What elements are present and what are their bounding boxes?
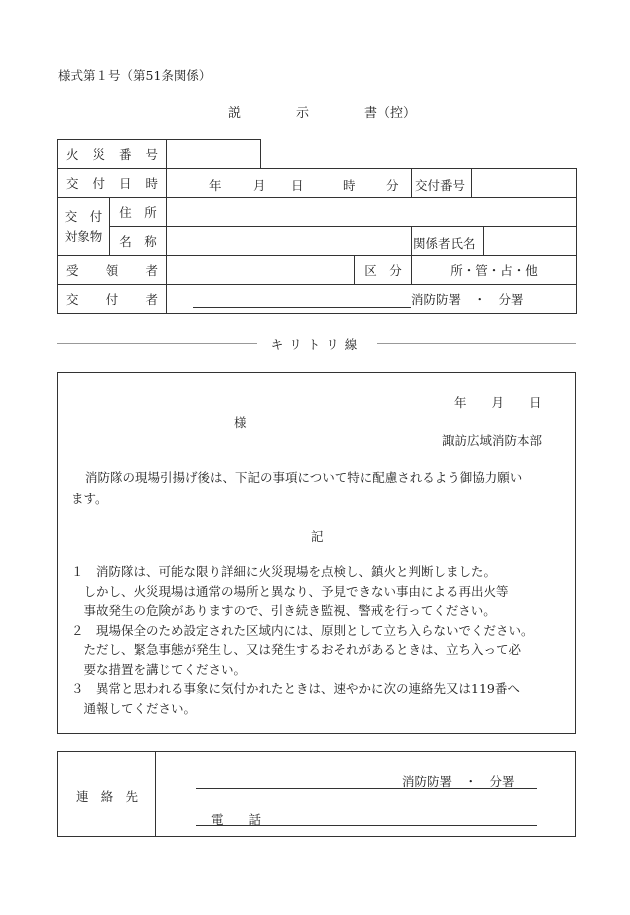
fire-number-field[interactable] [167,140,261,169]
address-label: 住 所 [110,198,167,227]
issue-number-label: 交付番号 [415,178,466,193]
phone-line[interactable] [196,825,537,826]
date-year: 年 [209,178,222,193]
person-label: 関係者氏名 [413,236,476,251]
divider [483,227,484,255]
recipient-field[interactable] [167,256,355,285]
blank-area [261,140,577,169]
notice-line: 通報してください。 [71,700,197,716]
person-cell [412,227,577,256]
notice-items [71,562,571,718]
notice-line: ２ 現場保全のため設定された区域内には、原則として立ち入らないでください。 [71,622,534,638]
cut-line-text: キリトリ線 [270,337,364,352]
date-minute: 分 [386,178,399,193]
sender: 諏訪広域消防本部 [442,433,543,448]
notice-line: １ 消防隊は、可能な限り詳細に火災現場を点検し、鎮火と判断しました。 [71,564,497,579]
contact-box [57,751,576,837]
title-char-1: 説 [228,106,242,121]
notice-line: ３ 異常と思われる事象に気付かれたときは、速やかに次の連絡先又は119番へ [71,681,520,696]
issue-number-field[interactable] [472,169,577,198]
addressee-suffix: 様 [234,415,247,430]
date-month: 月 [253,178,266,193]
issue-datetime-label: 交 付 日 時 [58,169,167,198]
notice-date: 年 月 日 [454,395,542,410]
title-char-2: 示 [296,106,310,121]
cut-line [57,335,576,351]
contact-office: 消防防署 ・ 分署 [402,774,515,789]
notice-line: 要な措置を講じてください。 [71,661,247,677]
issuer-underline [193,293,411,308]
cut-line-right [377,343,576,344]
intro-paragraph: 消防隊の現場引揚げ後は、下記の事項について特に配慮されるよう御協力願い ます。 [71,470,523,506]
fire-number-label: 火 災 番 号 [58,140,167,169]
notice-line: しかし、火災現場は通常の場所と異なり、予見できない事由による再出火等 [71,583,509,599]
ki-marker: 記 [311,529,324,544]
issue-datetime-field[interactable] [167,169,472,198]
issuer-office: 消防防署 ・ 分署 [411,292,524,307]
contact-label: 連絡先 [76,789,138,804]
title-char-3: 書（控） [364,106,417,121]
name-field[interactable] [167,227,412,256]
issuer-label: 交 付 者 [58,285,167,314]
form-number: 様式第１号（第51条関係） [58,68,212,83]
phone-label: 電 話 [211,812,262,827]
category-options[interactable]: 所・管・占・他 [412,256,577,285]
divider [411,169,412,197]
contact-header [58,752,156,836]
notice-line: 事故発生の危険がありますので、引き続き監視、警戒を行ってください。 [71,603,496,618]
notice-box [57,372,576,734]
address-field[interactable] [167,198,577,227]
issuer-field[interactable] [167,285,577,314]
notice-line: ただし、緊急事態が発生し、又は発生するおそれがあるときは、立ち入って必 [71,642,522,657]
date-day: 日 [291,178,304,193]
date-hour: 時 [343,178,356,193]
name-label: 名 称 [110,227,167,256]
cut-line-left [57,343,257,344]
contact-office-line[interactable] [196,788,537,789]
control-table [57,139,577,314]
target-label: 交 付 対象物 [58,198,110,256]
category-label: 区 分 [355,256,412,285]
recipient-label: 受 領 者 [58,256,167,285]
